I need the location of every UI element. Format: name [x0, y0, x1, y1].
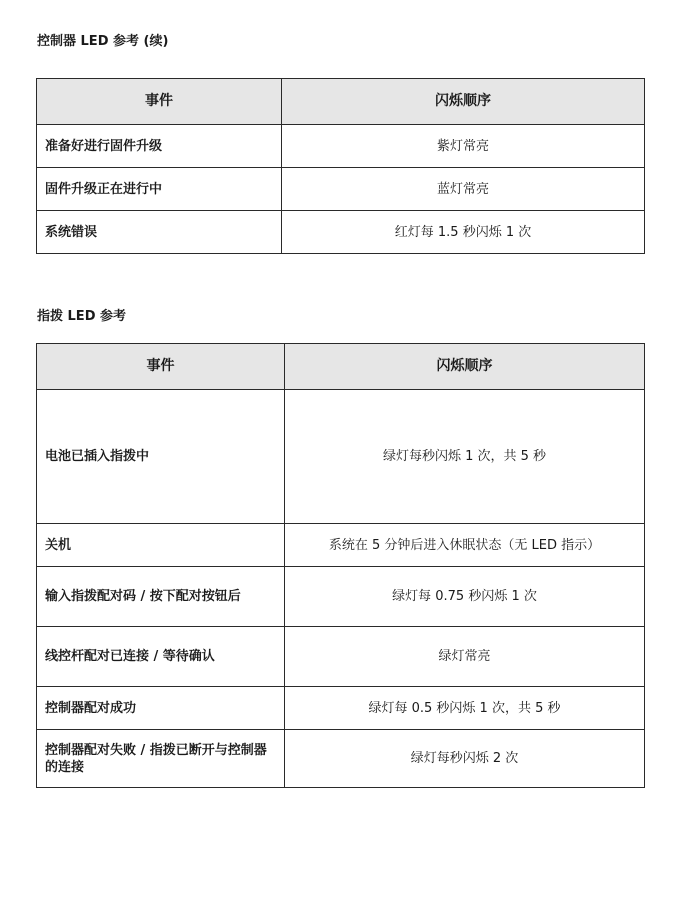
table-row [37, 524, 645, 567]
event-cell: 系统错误 [37, 211, 282, 254]
shifter-led-table [36, 343, 645, 788]
section-title-shifter-led: 指拨 LED 参考 [37, 309, 127, 324]
sequence-cell: 绿灯常亮 [285, 627, 645, 687]
table-row [37, 125, 645, 168]
event-cell: 关机 [37, 524, 285, 567]
sequence-cell: 绿灯每秒闪烁 1 次，共 5 秒 [285, 390, 645, 524]
event-cell: 线控杆配对已连接 / 等待确认 [37, 627, 285, 687]
event-cell: 电池已插入指拨中 [37, 390, 285, 524]
sequence-cell: 系统在 5 分钟后进入休眠状态（无 LED 指示） [285, 524, 645, 567]
sequence-cell: 红灯每 1.5 秒闪烁 1 次 [282, 211, 645, 254]
event-cell: 准备好进行固件升级 [37, 125, 282, 168]
table-row [37, 168, 645, 211]
table-row [37, 211, 645, 254]
table-header-row [37, 79, 645, 125]
sequence-cell: 绿灯每 0.5 秒闪烁 1 次，共 5 秒 [285, 687, 645, 730]
controller-led-table [36, 78, 645, 254]
sequence-cell: 蓝灯常亮 [282, 168, 645, 211]
table-row [37, 730, 645, 788]
event-cell: 固件升级正在进行中 [37, 168, 282, 211]
table-row [37, 687, 645, 730]
column-header-sequence: 闪烁顺序 [282, 79, 645, 125]
sequence-cell: 紫灯常亮 [282, 125, 645, 168]
sequence-cell: 绿灯每 0.75 秒闪烁 1 次 [285, 567, 645, 627]
table-row [37, 567, 645, 627]
column-header-event: 事件 [37, 344, 285, 390]
event-cell: 输入指拨配对码 / 按下配对按钮后 [37, 567, 285, 627]
table-header-row [37, 344, 645, 390]
table-row [37, 627, 645, 687]
event-cell: 控制器配对成功 [37, 687, 285, 730]
sequence-cell: 绿灯每秒闪烁 2 次 [285, 730, 645, 788]
column-header-event: 事件 [37, 79, 282, 125]
column-header-sequence: 闪烁顺序 [285, 344, 645, 390]
event-cell: 控制器配对失败 / 指拨已断开与控制器的连接 [37, 730, 285, 788]
section-title-controller-led: 控制器 LED 参考 (续) [37, 34, 169, 49]
table-row [37, 390, 645, 524]
